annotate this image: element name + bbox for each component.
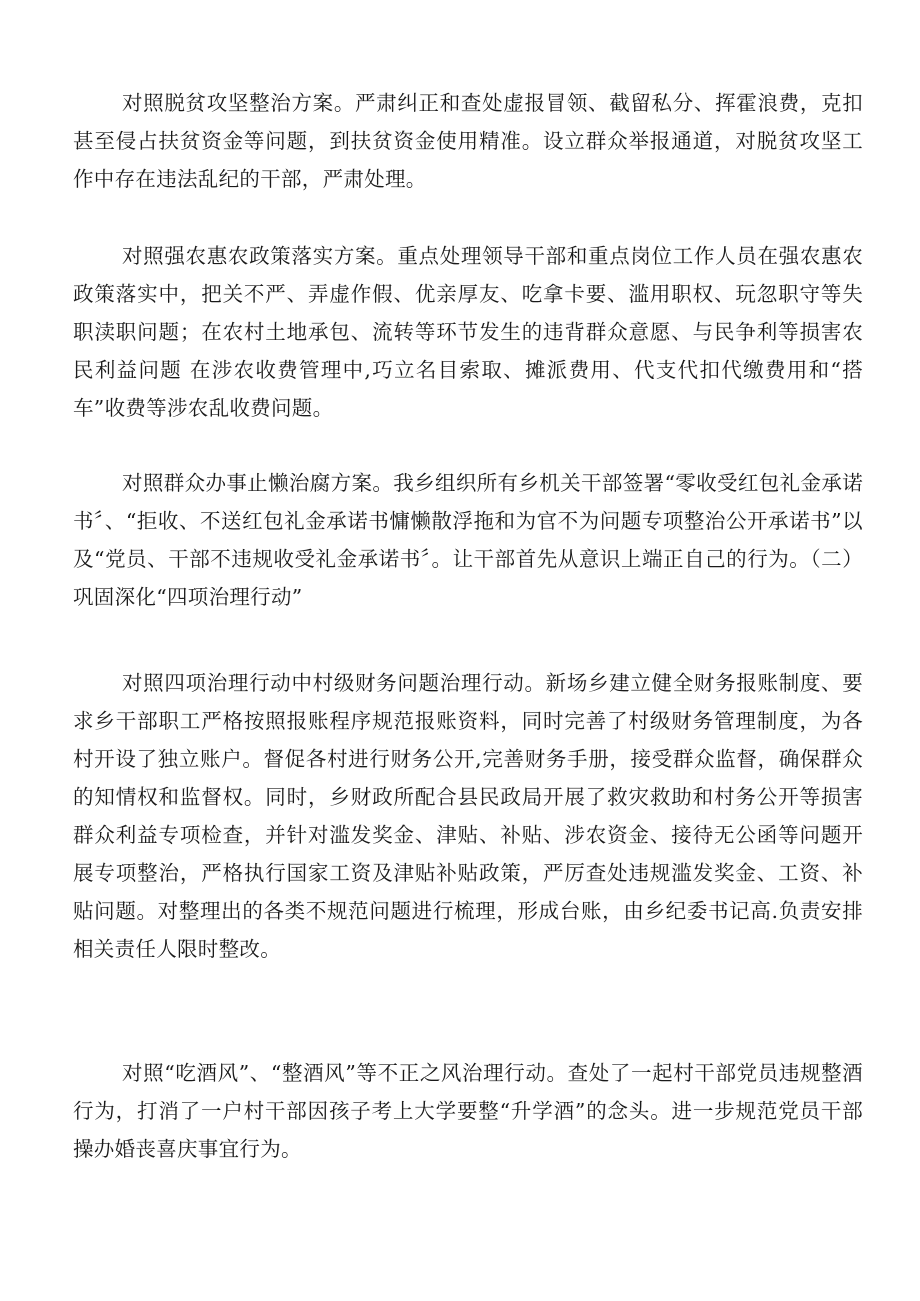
paragraph-poverty-alleviation: 对照脱贫攻坚整治方案。严肃纠正和查处虚报冒领、截留私分、挥霍浪费，克扣甚至侵占扶贫资金等问题，到扶贫资金使用精准。设立群众举报通道，对脱贫攻坚工作中存在违法乱纪的干部，严肃处理。	[73, 91, 863, 191]
paragraph-village-finance: 对照四项治理行动中村级财务问题治理行动。新场乡建立健全财务报账制度、要求乡干部职工严格按照报账程序规范报账资料，同时完善了村级财务管理制度，为各村开设了独立账户。督促各村进行财务公开,完善财务手册，接受群众监督，确保群众的知情权和监督权。同时，乡财政所配合县民政局开展了救灾救助和村务公开等损害群众利益专项检查，并针对滥发奖金、津贴、补贴、涉农资金、接待无公函等问题开展专项整治，严格执行国家工资及津贴补贴政策，严厉查处违规滥发奖金、工资、补贴问题。对整理出的各类不规范问题进行梳理，形成台账，由乡纪委书记高.负责安排相关责任人限时整改。	[73, 671, 863, 961]
paragraph-public-service: 对照群众办事止懒治腐方案。我乡组织所有乡机关干部签署“零收受红包礼金承诺书〞、“拒收、不送红包礼金承诺书慵懒散浮拖和为官不为问题专项整治公开承诺书”以及“党员、干部不违规收受礼金承诺书〞。让干部首先从意识上端正自己的行为。（二）巩固深化“四项治理行动”	[73, 471, 863, 609]
paragraph-banquet-practices: 对照“吃酒风”、“整酒风”等不正之风治理行动。查处了一起村干部党员违规整酒行为，打消了一户村干部因孩子考上大学要整“升学酒”的念头。进一步规范党员干部操办婚丧喜庆事宜行为。	[73, 1061, 863, 1161]
paragraph-agriculture-policy: 对照强农惠农政策落实方案。重点处理领导干部和重点岗位工作人员在强农惠农政策落实中，把关不严、弄虚作假、优亲厚友、吃拿卡要、滥用职权、玩忽职守等失职渎职问题；在农村土地承包、流转等环节发生的违背群众意愿、与民争利等损害农民利益问题 在涉农收费管理中,巧立名目索取、摊派费用、代支代扣代缴费用和“搭车”收费等涉农乱收费问题。	[73, 244, 863, 420]
